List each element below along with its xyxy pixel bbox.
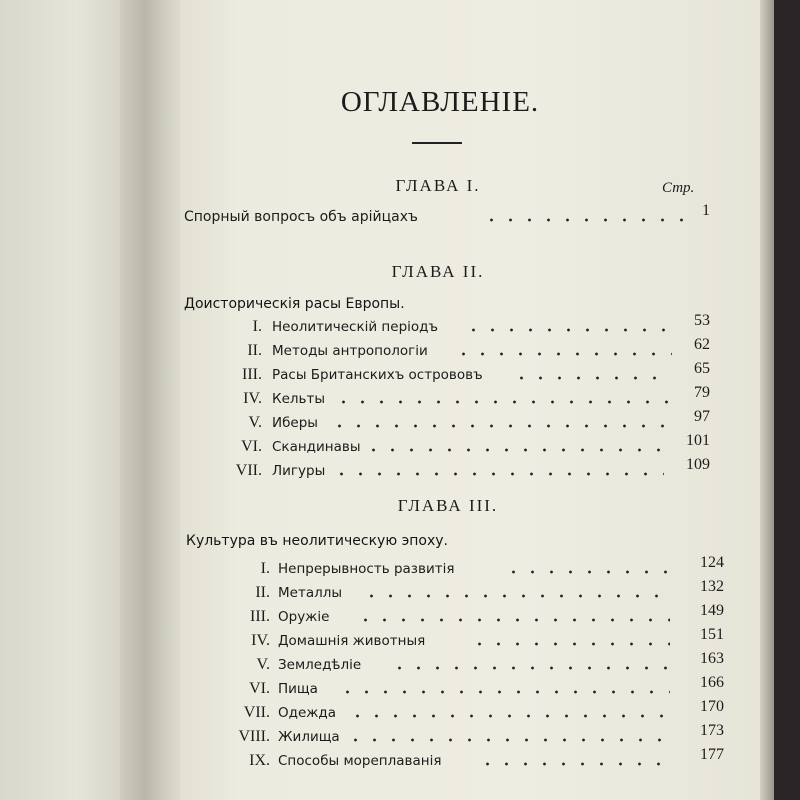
toc-entry xyxy=(222,312,710,340)
dot-leader xyxy=(362,594,670,598)
dot-leader xyxy=(454,352,672,356)
dot-leader xyxy=(334,400,672,404)
entry-page: 62 xyxy=(694,336,710,353)
toc-entry xyxy=(230,722,724,750)
book-cover xyxy=(774,0,800,800)
entry-title: Неолитическій періодъ xyxy=(272,319,439,335)
entry-page: 109 xyxy=(686,456,710,473)
entry-number: V. xyxy=(248,414,262,431)
entry-title: Металлы xyxy=(278,585,343,601)
entry-title: Методы антропологіи xyxy=(272,343,428,359)
entry-page: 79 xyxy=(694,384,710,401)
toc-entry xyxy=(222,456,710,484)
entry-page: 177 xyxy=(700,746,724,763)
dot-leader xyxy=(332,472,664,476)
dot-leader xyxy=(470,642,670,646)
dot-leader xyxy=(478,762,670,766)
chapter-1-section-row xyxy=(184,202,710,230)
toc-title: ОГЛАВЛЕНІЕ. xyxy=(340,86,540,118)
entry-page: 149 xyxy=(700,602,724,619)
title-rule xyxy=(412,142,462,144)
dot-leader xyxy=(390,666,670,670)
entry-title: Непрерывность развитія xyxy=(278,561,455,577)
entry-number: VII. xyxy=(235,462,262,479)
dot-leader xyxy=(346,738,670,742)
entry-title: Расы Британскихъ острововъ xyxy=(272,367,483,383)
entry-number: VII. xyxy=(243,704,270,721)
entry-number: IV. xyxy=(243,390,262,407)
entry-title: Оружіе xyxy=(278,609,330,625)
entry-number: II. xyxy=(247,342,262,359)
toc-entry xyxy=(222,432,710,460)
chapter-3-heading: ГЛАВА III. xyxy=(397,496,499,515)
page-edge xyxy=(760,0,774,800)
dot-leader xyxy=(512,376,672,380)
dot-leader xyxy=(338,690,670,694)
toc-entry xyxy=(230,554,724,582)
toc-entry xyxy=(230,674,724,702)
chapter-1-section-page: 1 xyxy=(702,202,710,219)
chapter-1-section: Спорный вопросъ объ арійцахъ xyxy=(184,209,418,225)
entry-number: V. xyxy=(256,656,270,673)
entry-title: Кельты xyxy=(272,391,325,407)
entry-number: I. xyxy=(252,318,262,335)
entry-page: 65 xyxy=(694,360,710,377)
entry-title: Способы мореплаванія xyxy=(278,753,442,769)
entry-page: 132 xyxy=(700,578,724,595)
entry-number: III. xyxy=(242,366,262,383)
entry-page: 151 xyxy=(700,626,724,643)
entry-number: I. xyxy=(260,560,270,577)
toc-entry xyxy=(222,408,710,436)
toc-entry xyxy=(230,626,724,654)
dot-leader xyxy=(464,328,672,332)
dot-leader xyxy=(504,570,670,574)
entry-title: Земледѣліе xyxy=(278,657,362,673)
entry-page: 101 xyxy=(686,432,710,449)
toc-entry xyxy=(222,336,710,364)
entry-page: 97 xyxy=(694,408,710,425)
toc-entry xyxy=(230,746,724,774)
dot-leader xyxy=(348,714,670,718)
toc-entry xyxy=(222,384,710,412)
dot-leader xyxy=(330,424,672,428)
chapter-3-section: Культура въ неолитическую эпоху. xyxy=(186,533,448,549)
entry-number: III. xyxy=(250,608,270,625)
entry-title: Одежда xyxy=(278,705,337,721)
chapter-1-heading: ГЛАВА I. xyxy=(395,176,481,195)
toc-entry xyxy=(230,650,724,678)
left-page xyxy=(0,0,140,800)
chapter-2-section: Доисторическія расы Европы. xyxy=(184,296,405,312)
entry-title: Лигуры xyxy=(272,463,326,479)
entry-title: Скандинавы xyxy=(272,439,361,455)
page-column-label: Стр. xyxy=(662,180,695,196)
entry-number: VIII. xyxy=(238,728,270,745)
entry-number: IV. xyxy=(251,632,270,649)
entry-number: VI. xyxy=(249,680,270,697)
entry-page: 124 xyxy=(700,554,724,571)
entry-page: 170 xyxy=(700,698,724,715)
entry-number: IX. xyxy=(249,752,270,769)
entry-title: Пища xyxy=(278,681,318,697)
entry-number: II. xyxy=(255,584,270,601)
entry-page: 163 xyxy=(700,650,724,667)
entry-title: Домашнія животныя xyxy=(278,633,426,649)
entry-number: VI. xyxy=(241,438,262,455)
entry-title: Жилища xyxy=(278,729,340,745)
toc-entry xyxy=(230,698,724,726)
toc-entry xyxy=(230,578,724,606)
dot-leader xyxy=(356,618,670,622)
entry-page: 166 xyxy=(700,674,724,691)
chapter-2-heading: ГЛАВА II. xyxy=(391,262,485,281)
toc-entry xyxy=(230,602,724,630)
entry-page: 173 xyxy=(700,722,724,739)
dot-leader xyxy=(364,448,664,452)
toc-entry xyxy=(222,360,710,388)
entry-title: Иберы xyxy=(272,415,318,431)
entry-page: 53 xyxy=(694,312,710,329)
